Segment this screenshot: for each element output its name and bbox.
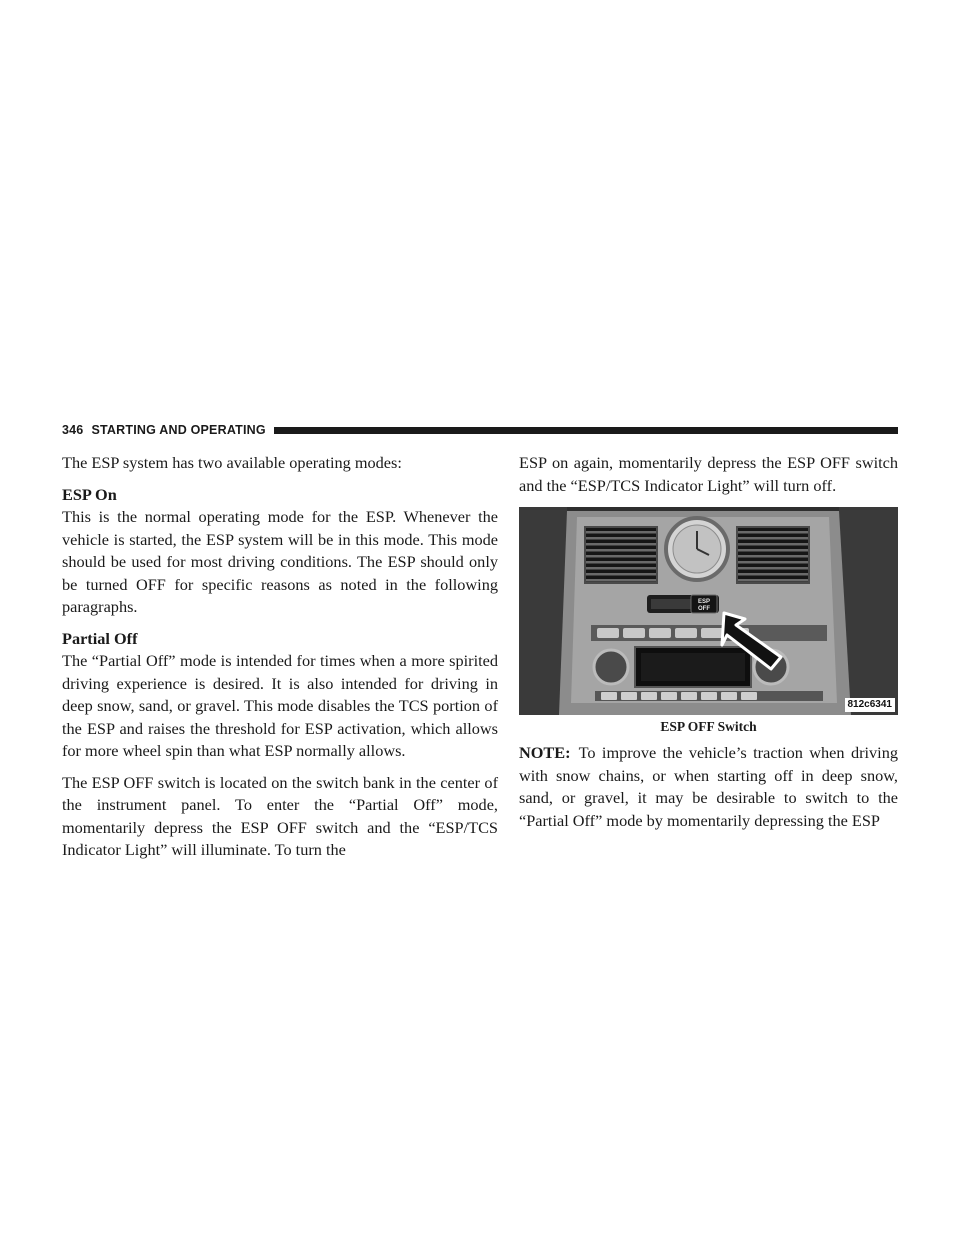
- note-label: NOTE:: [519, 743, 571, 762]
- left-column: [62, 452, 498, 862]
- right-column: [519, 452, 898, 832]
- dashboard-illustration: [519, 507, 898, 715]
- switch-label-off: OFF: [698, 606, 710, 612]
- section-title: STARTING AND OPERATING: [91, 423, 266, 437]
- image-code-label: 812c6341: [845, 698, 896, 712]
- note-paragraph: [519, 742, 898, 832]
- intro-paragraph: The ESP system has two available operating modes:: [62, 453, 402, 472]
- page-number: 346: [62, 423, 84, 437]
- switch-location-paragraph: The ESP OFF switch is located on the switch bank in the center of the instrument panel. To enter the “Partial Off” mode, momentarily depress the ESP OFF switch and the “ESP/TCS Indicator Light” will illuminate. To turn the: [62, 772, 498, 859]
- continuation-paragraph: ESP on again, momentarily depress the ESP OFF switch and the “ESP/TCS Indicator Light” will turn off.: [519, 453, 898, 495]
- page-header: [62, 420, 898, 440]
- esp-on-paragraph: This is the normal operating mode for the ESP. Whenever the vehicle is started, the ESP system will be in this mode. This mode should be used for most driving conditions. The ESP should only be turned OFF for specific reasons as noted in the following paragraphs.: [62, 507, 498, 616]
- switch-label-esp: ESP: [697, 599, 711, 605]
- esp-off-switch-figure: [519, 507, 898, 715]
- partial-off-heading: Partial Off: [62, 628, 138, 648]
- figure-caption: ESP OFF Switch: [660, 719, 757, 734]
- header-rule: [274, 427, 898, 434]
- esp-on-heading: ESP On: [62, 484, 117, 504]
- note-text: To improve the vehicle’s traction when driving with snow chains, or when starting off in deep snow, sand, or gravel, it may be desirable to switch to the “Partial Off” mode by momentarily depressing the ESP: [519, 743, 898, 830]
- partial-off-paragraph: The “Partial Off” mode is intended for times when a more spirited driving experience is desired. It is also intended for driving in deep snow, sand, or gravel. This mode disables the TCS portion of the ESP and raises the threshold for ESP activation, which allows for more wheel spin than what ESP normally allows.: [62, 651, 498, 760]
